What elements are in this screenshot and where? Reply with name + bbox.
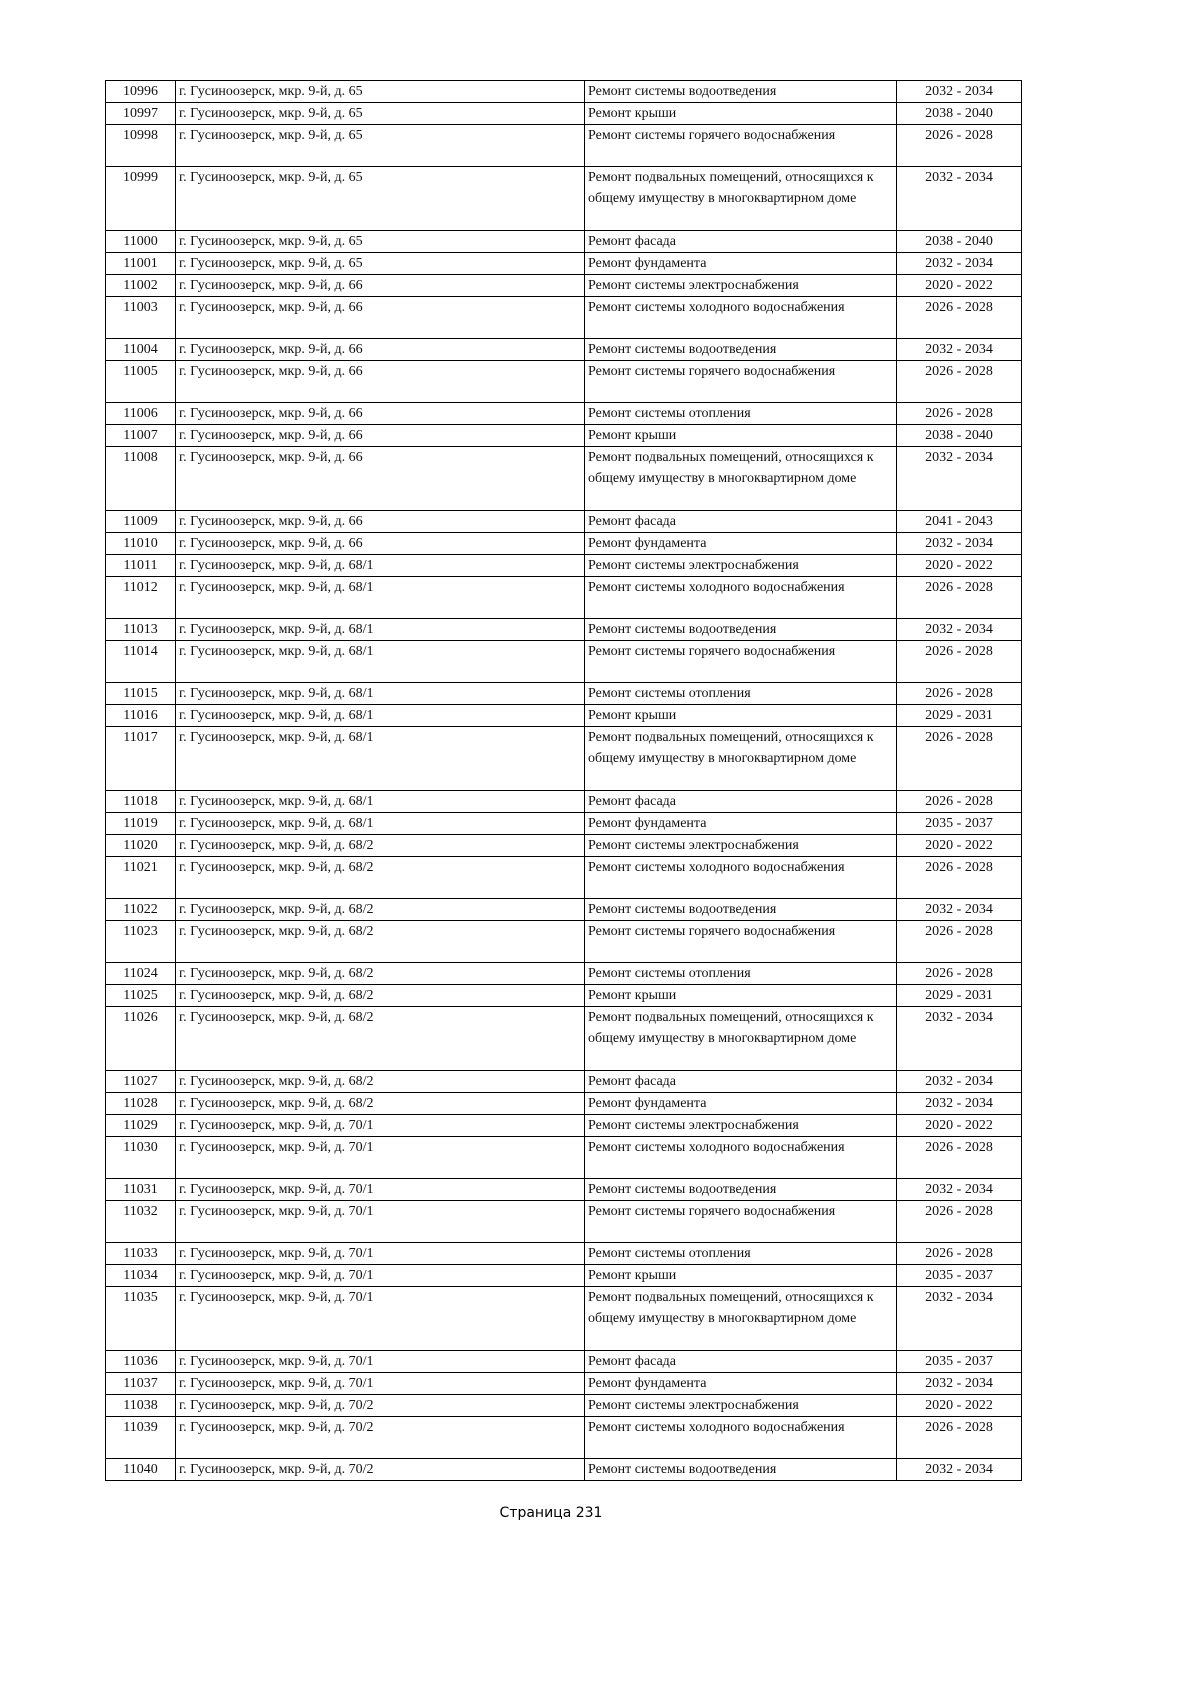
row-number-cell: 11016 bbox=[106, 705, 176, 727]
table-row bbox=[106, 899, 1022, 921]
work-type-cell: Ремонт фасада bbox=[585, 231, 897, 253]
table-row bbox=[106, 1115, 1022, 1137]
address-cell: г. Гусиноозерск, мкр. 9-й, д. 65 bbox=[176, 231, 585, 253]
period-cell: 2029 - 2031 bbox=[897, 705, 1022, 727]
row-number-cell: 11030 bbox=[106, 1137, 176, 1179]
period-cell: 2026 - 2028 bbox=[897, 683, 1022, 705]
period-cell: 2035 - 2037 bbox=[897, 1351, 1022, 1373]
period-cell: 2035 - 2037 bbox=[897, 1265, 1022, 1287]
work-type-cell: Ремонт подвальных помещений, относящихся к общему имуществу в многоквартирном доме bbox=[585, 727, 897, 791]
row-number-cell: 11024 bbox=[106, 963, 176, 985]
work-type-cell: Ремонт системы холодного водоснабжения bbox=[585, 1137, 897, 1179]
period-cell: 2032 - 2034 bbox=[897, 253, 1022, 275]
row-number-cell: 11035 bbox=[106, 1287, 176, 1351]
address-cell: г. Гусиноозерск, мкр. 9-й, д. 68/1 bbox=[176, 705, 585, 727]
period-cell: 2026 - 2028 bbox=[897, 1417, 1022, 1459]
row-number-cell: 11036 bbox=[106, 1351, 176, 1373]
row-number-cell: 11019 bbox=[106, 813, 176, 835]
row-number-cell: 11039 bbox=[106, 1417, 176, 1459]
period-cell: 2032 - 2034 bbox=[897, 167, 1022, 231]
table-row bbox=[106, 705, 1022, 727]
work-type-cell: Ремонт крыши bbox=[585, 1265, 897, 1287]
row-number-cell: 10997 bbox=[106, 103, 176, 125]
period-cell: 2026 - 2028 bbox=[897, 297, 1022, 339]
row-number-cell: 11023 bbox=[106, 921, 176, 963]
table-row bbox=[106, 683, 1022, 705]
work-type-cell: Ремонт системы электроснабжения bbox=[585, 835, 897, 857]
table-row bbox=[106, 1137, 1022, 1179]
address-cell: г. Гусиноозерск, мкр. 9-й, д. 70/1 bbox=[176, 1179, 585, 1201]
table-row bbox=[106, 1417, 1022, 1459]
table-row bbox=[106, 1201, 1022, 1243]
address-cell: г. Гусиноозерск, мкр. 9-й, д. 68/2 bbox=[176, 857, 585, 899]
address-cell: г. Гусиноозерск, мкр. 9-й, д. 68/2 bbox=[176, 1007, 585, 1071]
period-cell: 2026 - 2028 bbox=[897, 1243, 1022, 1265]
period-cell: 2026 - 2028 bbox=[897, 641, 1022, 683]
work-type-cell: Ремонт системы холодного водоснабжения bbox=[585, 297, 897, 339]
table-row bbox=[106, 103, 1022, 125]
table-row bbox=[106, 1243, 1022, 1265]
address-cell: г. Гусиноозерск, мкр. 9-й, д. 68/2 bbox=[176, 1093, 585, 1115]
row-number-cell: 11010 bbox=[106, 533, 176, 555]
page-number: Страница 231 bbox=[499, 1505, 603, 1521]
period-cell: 2032 - 2034 bbox=[897, 1071, 1022, 1093]
period-cell: 2032 - 2034 bbox=[897, 1007, 1022, 1071]
period-cell: 2026 - 2028 bbox=[897, 963, 1022, 985]
period-cell: 2026 - 2028 bbox=[897, 361, 1022, 403]
table-row bbox=[106, 857, 1022, 899]
period-cell: 2026 - 2028 bbox=[897, 791, 1022, 813]
work-type-cell: Ремонт системы горячего водоснабжения bbox=[585, 361, 897, 403]
work-type-cell: Ремонт крыши bbox=[585, 705, 897, 727]
row-number-cell: 11022 bbox=[106, 899, 176, 921]
table-row bbox=[106, 727, 1022, 791]
row-number-cell: 11013 bbox=[106, 619, 176, 641]
table-row bbox=[106, 339, 1022, 361]
address-cell: г. Гусиноозерск, мкр. 9-й, д. 65 bbox=[176, 81, 585, 103]
address-cell: г. Гусиноозерск, мкр. 9-й, д. 68/1 bbox=[176, 577, 585, 619]
table-row bbox=[106, 81, 1022, 103]
table-row bbox=[106, 297, 1022, 339]
table-row bbox=[106, 361, 1022, 403]
work-type-cell: Ремонт системы отопления bbox=[585, 963, 897, 985]
work-type-cell: Ремонт системы водоотведения bbox=[585, 81, 897, 103]
period-cell: 2026 - 2028 bbox=[897, 921, 1022, 963]
table-row bbox=[106, 1395, 1022, 1417]
address-cell: г. Гусиноозерск, мкр. 9-й, д. 68/2 bbox=[176, 835, 585, 857]
table-row bbox=[106, 533, 1022, 555]
row-number-cell: 11008 bbox=[106, 447, 176, 511]
address-cell: г. Гусиноозерск, мкр. 9-й, д. 66 bbox=[176, 511, 585, 533]
row-number-cell: 11028 bbox=[106, 1093, 176, 1115]
work-type-cell: Ремонт системы электроснабжения bbox=[585, 1115, 897, 1137]
table-row bbox=[106, 1459, 1022, 1481]
row-number-cell: 11014 bbox=[106, 641, 176, 683]
table-row bbox=[106, 125, 1022, 167]
row-number-cell: 11005 bbox=[106, 361, 176, 403]
work-type-cell: Ремонт системы холодного водоснабжения bbox=[585, 857, 897, 899]
period-cell: 2038 - 2040 bbox=[897, 103, 1022, 125]
period-cell: 2032 - 2034 bbox=[897, 899, 1022, 921]
address-cell: г. Гусиноозерск, мкр. 9-й, д. 68/2 bbox=[176, 985, 585, 1007]
table-row bbox=[106, 425, 1022, 447]
address-cell: г. Гусиноозерск, мкр. 9-й, д. 68/1 bbox=[176, 813, 585, 835]
period-cell: 2032 - 2034 bbox=[897, 339, 1022, 361]
period-cell: 2026 - 2028 bbox=[897, 727, 1022, 791]
address-cell: г. Гусиноозерск, мкр. 9-й, д. 70/1 bbox=[176, 1201, 585, 1243]
row-number-cell: 11003 bbox=[106, 297, 176, 339]
address-cell: г. Гусиноозерск, мкр. 9-й, д. 65 bbox=[176, 167, 585, 231]
table-row bbox=[106, 791, 1022, 813]
address-cell: г. Гусиноозерск, мкр. 9-й, д. 70/2 bbox=[176, 1417, 585, 1459]
table-row bbox=[106, 963, 1022, 985]
address-cell: г. Гусиноозерск, мкр. 9-й, д. 68/1 bbox=[176, 727, 585, 791]
work-type-cell: Ремонт системы горячего водоснабжения bbox=[585, 641, 897, 683]
work-type-cell: Ремонт фундамента bbox=[585, 813, 897, 835]
row-number-cell: 11033 bbox=[106, 1243, 176, 1265]
address-cell: г. Гусиноозерск, мкр. 9-й, д. 65 bbox=[176, 103, 585, 125]
work-type-cell: Ремонт фундамента bbox=[585, 1093, 897, 1115]
work-type-cell: Ремонт системы водоотведения bbox=[585, 339, 897, 361]
table-row bbox=[106, 577, 1022, 619]
row-number-cell: 11015 bbox=[106, 683, 176, 705]
period-cell: 2026 - 2028 bbox=[897, 577, 1022, 619]
row-number-cell: 11037 bbox=[106, 1373, 176, 1395]
work-type-cell: Ремонт системы горячего водоснабжения bbox=[585, 921, 897, 963]
address-cell: г. Гусиноозерск, мкр. 9-й, д. 70/1 bbox=[176, 1137, 585, 1179]
table-row bbox=[106, 1287, 1022, 1351]
row-number-cell: 11002 bbox=[106, 275, 176, 297]
table-row bbox=[106, 403, 1022, 425]
work-type-cell: Ремонт системы водоотведения bbox=[585, 899, 897, 921]
work-type-cell: Ремонт системы электроснабжения bbox=[585, 555, 897, 577]
work-type-cell: Ремонт подвальных помещений, относящихся к общему имуществу в многоквартирном доме bbox=[585, 1287, 897, 1351]
table-row bbox=[106, 275, 1022, 297]
work-type-cell: Ремонт системы водоотведения bbox=[585, 619, 897, 641]
table-row bbox=[106, 813, 1022, 835]
table-row bbox=[106, 641, 1022, 683]
row-number-cell: 11018 bbox=[106, 791, 176, 813]
table-row bbox=[106, 985, 1022, 1007]
period-cell: 2020 - 2022 bbox=[897, 1115, 1022, 1137]
period-cell: 2020 - 2022 bbox=[897, 1395, 1022, 1417]
address-cell: г. Гусиноозерск, мкр. 9-й, д. 70/1 bbox=[176, 1373, 585, 1395]
address-cell: г. Гусиноозерск, мкр. 9-й, д. 68/1 bbox=[176, 683, 585, 705]
table-row bbox=[106, 1179, 1022, 1201]
address-cell: г. Гусиноозерск, мкр. 9-й, д. 68/2 bbox=[176, 963, 585, 985]
table-row bbox=[106, 1265, 1022, 1287]
address-cell: г. Гусиноозерск, мкр. 9-й, д. 70/1 bbox=[176, 1287, 585, 1351]
address-cell: г. Гусиноозерск, мкр. 9-й, д. 70/1 bbox=[176, 1351, 585, 1373]
address-cell: г. Гусиноозерск, мкр. 9-й, д. 66 bbox=[176, 425, 585, 447]
table-row bbox=[106, 1071, 1022, 1093]
address-cell: г. Гусиноозерск, мкр. 9-й, д. 70/2 bbox=[176, 1459, 585, 1481]
address-cell: г. Гусиноозерск, мкр. 9-й, д. 66 bbox=[176, 533, 585, 555]
address-cell: г. Гусиноозерск, мкр. 9-й, д. 68/1 bbox=[176, 641, 585, 683]
address-cell: г. Гусиноозерск, мкр. 9-й, д. 66 bbox=[176, 447, 585, 511]
work-type-cell: Ремонт крыши bbox=[585, 425, 897, 447]
row-number-cell: 11040 bbox=[106, 1459, 176, 1481]
address-cell: г. Гусиноозерск, мкр. 9-й, д. 70/1 bbox=[176, 1115, 585, 1137]
row-number-cell: 11007 bbox=[106, 425, 176, 447]
period-cell: 2032 - 2034 bbox=[897, 1459, 1022, 1481]
address-cell: г. Гусиноозерск, мкр. 9-й, д. 68/2 bbox=[176, 1071, 585, 1093]
row-number-cell: 11026 bbox=[106, 1007, 176, 1071]
period-cell: 2032 - 2034 bbox=[897, 81, 1022, 103]
table-row bbox=[106, 1093, 1022, 1115]
work-type-cell: Ремонт системы водоотведения bbox=[585, 1459, 897, 1481]
table-row bbox=[106, 231, 1022, 253]
table-row bbox=[106, 511, 1022, 533]
table-row bbox=[106, 1007, 1022, 1071]
row-number-cell: 11001 bbox=[106, 253, 176, 275]
address-cell: г. Гусиноозерск, мкр. 9-й, д. 66 bbox=[176, 403, 585, 425]
table-row bbox=[106, 921, 1022, 963]
work-type-cell: Ремонт фасада bbox=[585, 511, 897, 533]
work-type-cell: Ремонт фундамента bbox=[585, 1373, 897, 1395]
work-type-cell: Ремонт системы горячего водоснабжения bbox=[585, 1201, 897, 1243]
address-cell: г. Гусиноозерск, мкр. 9-й, д. 70/1 bbox=[176, 1265, 585, 1287]
period-cell: 2032 - 2034 bbox=[897, 533, 1022, 555]
row-number-cell: 11020 bbox=[106, 835, 176, 857]
period-cell: 2026 - 2028 bbox=[897, 125, 1022, 167]
address-cell: г. Гусиноозерск, мкр. 9-й, д. 65 bbox=[176, 253, 585, 275]
period-cell: 2020 - 2022 bbox=[897, 275, 1022, 297]
row-number-cell: 11025 bbox=[106, 985, 176, 1007]
work-type-cell: Ремонт крыши bbox=[585, 103, 897, 125]
table-row bbox=[106, 1373, 1022, 1395]
period-cell: 2032 - 2034 bbox=[897, 1179, 1022, 1201]
period-cell: 2032 - 2034 bbox=[897, 1093, 1022, 1115]
row-number-cell: 10999 bbox=[106, 167, 176, 231]
period-cell: 2038 - 2040 bbox=[897, 231, 1022, 253]
work-type-cell: Ремонт фундамента bbox=[585, 253, 897, 275]
table-row bbox=[106, 1351, 1022, 1373]
address-cell: г. Гусиноозерск, мкр. 9-й, д. 66 bbox=[176, 339, 585, 361]
row-number-cell: 11004 bbox=[106, 339, 176, 361]
period-cell: 2026 - 2028 bbox=[897, 1137, 1022, 1179]
table-row bbox=[106, 555, 1022, 577]
work-type-cell: Ремонт фасада bbox=[585, 791, 897, 813]
work-type-cell: Ремонт крыши bbox=[585, 985, 897, 1007]
period-cell: 2032 - 2034 bbox=[897, 619, 1022, 641]
work-type-cell: Ремонт фасада bbox=[585, 1071, 897, 1093]
table-body bbox=[106, 81, 1022, 1481]
period-cell: 2029 - 2031 bbox=[897, 985, 1022, 1007]
row-number-cell: 11031 bbox=[106, 1179, 176, 1201]
work-type-cell: Ремонт подвальных помещений, относящихся к общему имуществу в многоквартирном доме bbox=[585, 1007, 897, 1071]
address-cell: г. Гусиноозерск, мкр. 9-й, д. 66 bbox=[176, 297, 585, 339]
repair-schedule-table bbox=[105, 80, 1022, 1481]
row-number-cell: 11027 bbox=[106, 1071, 176, 1093]
address-cell: г. Гусиноозерск, мкр. 9-й, д. 70/1 bbox=[176, 1243, 585, 1265]
work-type-cell: Ремонт системы отопления bbox=[585, 1243, 897, 1265]
work-type-cell: Ремонт системы водоотведения bbox=[585, 1179, 897, 1201]
table-row bbox=[106, 835, 1022, 857]
work-type-cell: Ремонт системы электроснабжения bbox=[585, 275, 897, 297]
row-number-cell: 11038 bbox=[106, 1395, 176, 1417]
address-cell: г. Гусиноозерск, мкр. 9-й, д. 68/1 bbox=[176, 619, 585, 641]
row-number-cell: 11012 bbox=[106, 577, 176, 619]
work-type-cell: Ремонт системы горячего водоснабжения bbox=[585, 125, 897, 167]
row-number-cell: 11029 bbox=[106, 1115, 176, 1137]
row-number-cell: 11006 bbox=[106, 403, 176, 425]
address-cell: г. Гусиноозерск, мкр. 9-й, д. 68/1 bbox=[176, 791, 585, 813]
period-cell: 2035 - 2037 bbox=[897, 813, 1022, 835]
address-cell: г. Гусиноозерск, мкр. 9-й, д. 66 bbox=[176, 361, 585, 403]
work-type-cell: Ремонт системы холодного водоснабжения bbox=[585, 577, 897, 619]
period-cell: 2038 - 2040 bbox=[897, 425, 1022, 447]
work-type-cell: Ремонт системы отопления bbox=[585, 683, 897, 705]
period-cell: 2026 - 2028 bbox=[897, 1201, 1022, 1243]
address-cell: г. Гусиноозерск, мкр. 9-й, д. 68/2 bbox=[176, 899, 585, 921]
row-number-cell: 11017 bbox=[106, 727, 176, 791]
row-number-cell: 11011 bbox=[106, 555, 176, 577]
address-cell: г. Гусиноозерск, мкр. 9-й, д. 68/1 bbox=[176, 555, 585, 577]
address-cell: г. Гусиноозерск, мкр. 9-й, д. 68/2 bbox=[176, 921, 585, 963]
row-number-cell: 10996 bbox=[106, 81, 176, 103]
period-cell: 2032 - 2034 bbox=[897, 447, 1022, 511]
address-cell: г. Гусиноозерск, мкр. 9-й, д. 70/2 bbox=[176, 1395, 585, 1417]
period-cell: 2032 - 2034 bbox=[897, 1373, 1022, 1395]
period-cell: 2020 - 2022 bbox=[897, 835, 1022, 857]
table-row bbox=[106, 253, 1022, 275]
address-cell: г. Гусиноозерск, мкр. 9-й, д. 66 bbox=[176, 275, 585, 297]
period-cell: 2041 - 2043 bbox=[897, 511, 1022, 533]
row-number-cell: 10998 bbox=[106, 125, 176, 167]
row-number-cell: 11034 bbox=[106, 1265, 176, 1287]
work-type-cell: Ремонт фасада bbox=[585, 1351, 897, 1373]
period-cell: 2032 - 2034 bbox=[897, 1287, 1022, 1351]
row-number-cell: 11032 bbox=[106, 1201, 176, 1243]
address-cell: г. Гусиноозерск, мкр. 9-й, д. 65 bbox=[176, 125, 585, 167]
work-type-cell: Ремонт подвальных помещений, относящихся к общему имуществу в многоквартирном доме bbox=[585, 167, 897, 231]
work-type-cell: Ремонт фундамента bbox=[585, 533, 897, 555]
work-type-cell: Ремонт подвальных помещений, относящихся к общему имуществу в многоквартирном доме bbox=[585, 447, 897, 511]
work-type-cell: Ремонт системы холодного водоснабжения bbox=[585, 1417, 897, 1459]
work-type-cell: Ремонт системы отопления bbox=[585, 403, 897, 425]
work-type-cell: Ремонт системы электроснабжения bbox=[585, 1395, 897, 1417]
row-number-cell: 11021 bbox=[106, 857, 176, 899]
period-cell: 2020 - 2022 bbox=[897, 555, 1022, 577]
table-row bbox=[106, 447, 1022, 511]
period-cell: 2026 - 2028 bbox=[897, 403, 1022, 425]
period-cell: 2026 - 2028 bbox=[897, 857, 1022, 899]
table-row bbox=[106, 619, 1022, 641]
row-number-cell: 11000 bbox=[106, 231, 176, 253]
table-row bbox=[106, 167, 1022, 231]
row-number-cell: 11009 bbox=[106, 511, 176, 533]
